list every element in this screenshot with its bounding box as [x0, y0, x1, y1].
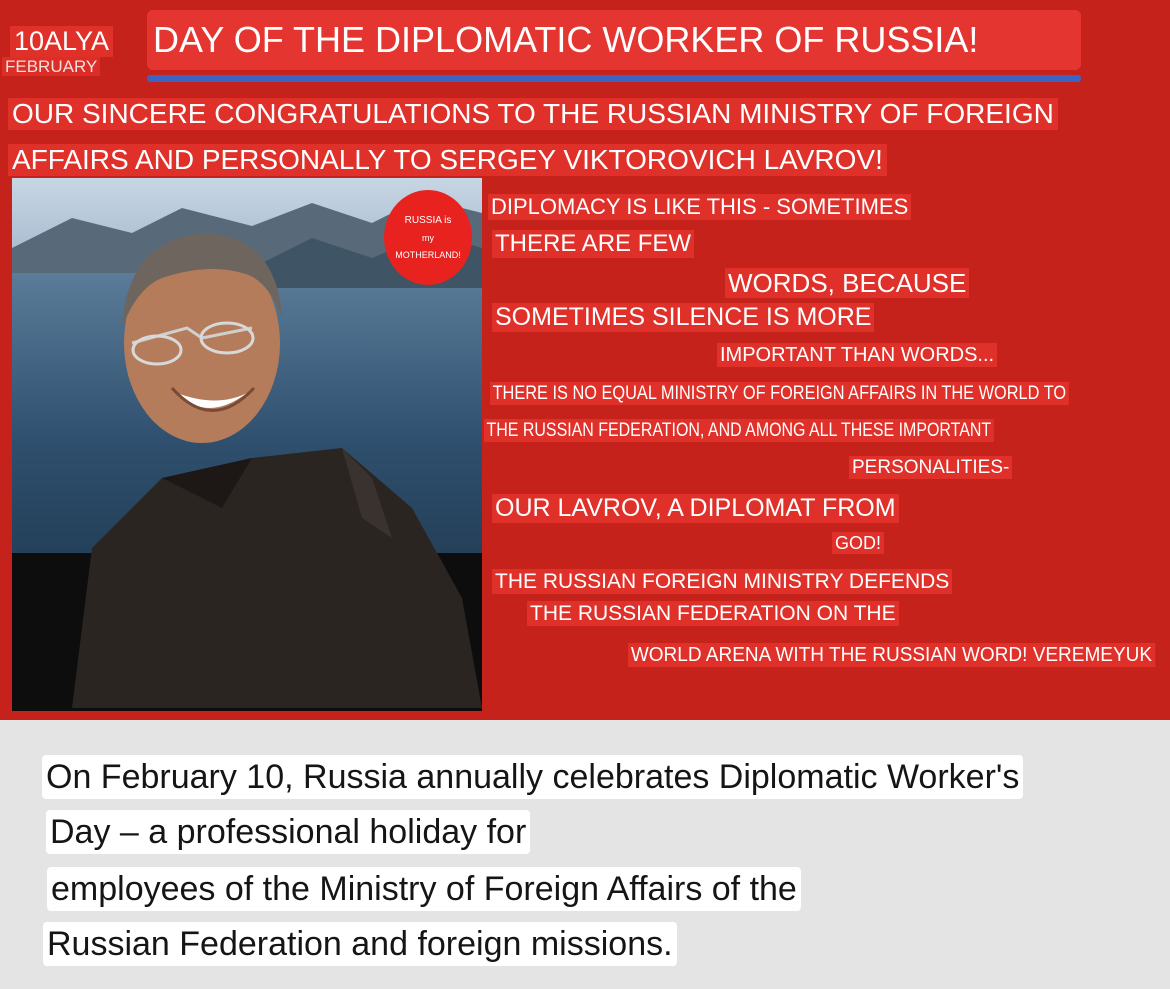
description-line: Russian Federation and foreign missions. [43, 922, 677, 966]
quote-line: THE RUSSIAN FOREIGN MINISTRY DEFENDS [492, 569, 952, 594]
quote-line: WORLD ARENA WITH THE RUSSIAN WORD! VEREMEYUK [628, 643, 1155, 667]
badge-line-2: my [422, 233, 434, 244]
quote-line: WORDS, BECAUSE [725, 268, 969, 298]
quote-line: IMPORTANT THAN WORDS... [717, 343, 997, 367]
headline-underline [147, 75, 1081, 82]
quote-line: THERE IS NO EQUAL MINISTRY OF FOREIGN AFFAIRS IN THE WORLD TO [490, 382, 1069, 405]
headline: DAY OF THE DIPLOMATIC WORKER OF RUSSIA! [147, 10, 1081, 70]
motherland-badge [384, 190, 472, 285]
date-month: FEBRUARY [2, 57, 100, 76]
quote-line: PERSONALITIES- [849, 456, 1012, 479]
quote-line: THERE ARE FEW [492, 230, 694, 258]
description-line: employees of the Ministry of Foreign Affairs of the [47, 867, 801, 911]
description-line: On February 10, Russia annually celebrates Diplomatic Worker's [42, 755, 1023, 799]
description-line: Day – a professional holiday for [46, 810, 530, 854]
badge-line-1: RUSSIA is [404, 215, 452, 227]
quote-line: THE RUSSIAN FEDERATION ON THE [527, 601, 899, 626]
quote-line: GOD! [832, 532, 884, 554]
quote-line: THE RUSSIAN FEDERATION, AND AMONG ALL THESE IMPORTANT [484, 419, 994, 442]
quote-line: SOMETIMES SILENCE IS MORE [492, 303, 874, 332]
quote-line: OUR LAVROV, A DIPLOMAT FROM [492, 494, 899, 523]
quote-line: DIPLOMACY IS LIKE THIS - SOMETIMES [488, 194, 911, 220]
date-number: 10ALYA [10, 26, 113, 57]
congrats-line-2: AFFAIRS AND PERSONALLY TO SERGEY VIKTOROVICH LAVROV! [8, 144, 887, 176]
congrats-line-1: OUR SINCERE CONGRATULATIONS TO THE RUSSIAN MINISTRY OF FOREIGN [8, 98, 1058, 130]
badge-line-3: MOTHERLAND! [395, 249, 461, 260]
